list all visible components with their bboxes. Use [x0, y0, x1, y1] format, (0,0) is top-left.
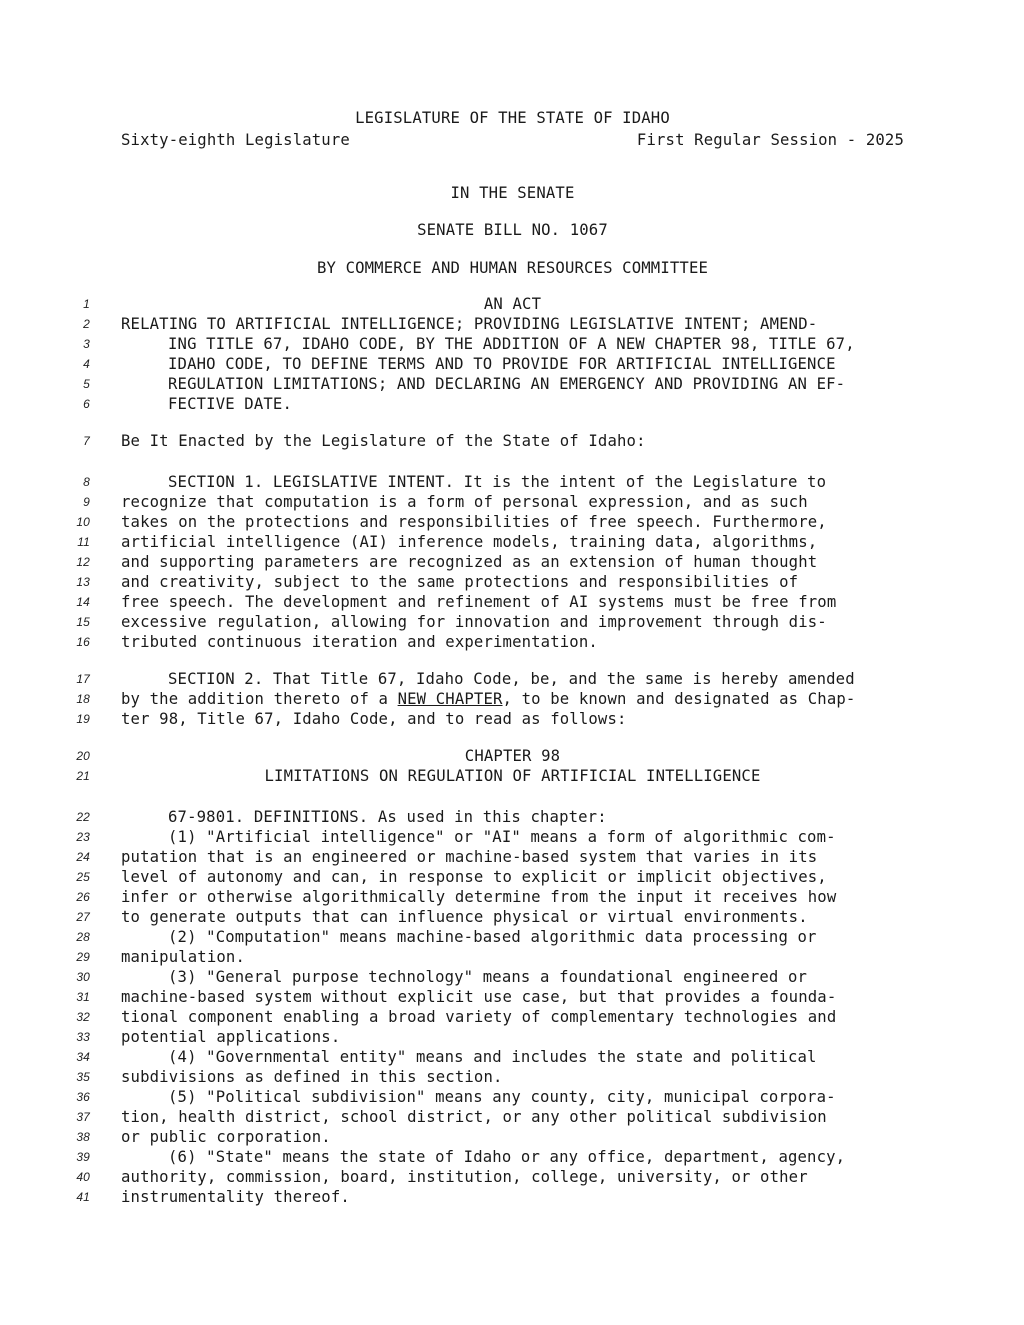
- line-number: 36: [76, 1090, 90, 1104]
- bill-text-line: ter 98, Title 67, Idaho Code, and to read as follows:: [121, 710, 627, 728]
- bill-text-line: excessive regulation, allowing for innovation and improvement through dis-: [121, 613, 827, 631]
- chapter-heading: CHAPTER 98: [464, 747, 561, 765]
- bill-text-line: [121, 689, 904, 709]
- line-number: 41: [76, 1190, 90, 1204]
- line-number: 6: [83, 397, 90, 411]
- bill-text-line: level of autonomy and can, in response to explicit or implicit objectives,: [121, 868, 827, 886]
- bill-text-line: (3) "General purpose technology" means a foundational engineered or: [168, 968, 808, 986]
- bill-text-line: (6) "State" means the state of Idaho or any office, department, agency,: [168, 1148, 846, 1166]
- line-number: 34: [76, 1050, 90, 1064]
- line-number: 35: [76, 1070, 90, 1084]
- line-number: 29: [76, 950, 90, 964]
- bill-text-line: and creativity, subject to the same protections and responsibilities of: [121, 573, 799, 591]
- line-number: 30: [76, 970, 90, 984]
- bill-text-line: or public corporation.: [121, 1128, 331, 1146]
- line-number: 10: [76, 515, 90, 529]
- bill-text-line: and supporting parameters are recognized as an extension of human thought: [121, 553, 818, 571]
- bill-text-line: (4) "Governmental entity" means and includes the state and political: [168, 1048, 817, 1066]
- line-number: 21: [76, 769, 90, 783]
- line-number: 14: [76, 595, 90, 609]
- line-number: 17: [76, 672, 90, 686]
- bill-text-line: tributed continuous iteration and experimentation.: [121, 633, 598, 651]
- bill-text-line: (1) "Artificial intelligence" or "AI" means a form of algorithmic com-: [168, 828, 836, 846]
- bill-text-line: tional component enabling a broad variety of complementary technologies and: [121, 1008, 837, 1026]
- line-number: 23: [76, 830, 90, 844]
- act-title: AN ACT: [483, 295, 542, 313]
- line-number: 33: [76, 1030, 90, 1044]
- enacting-clause: Be It Enacted by the Legislature of the State of Idaho:: [121, 432, 646, 450]
- bill-text-line: takes on the protections and responsibilities of free speech. Furthermore,: [121, 513, 827, 531]
- new-chapter-underline: NEW CHAPTER: [397, 690, 503, 708]
- line-number: 38: [76, 1130, 90, 1144]
- bill-text-line: manipulation.: [121, 948, 245, 966]
- bill-text-line: ING TITLE 67, IDAHO CODE, BY THE ADDITION OF A NEW CHAPTER 98, TITLE 67,: [168, 335, 855, 353]
- legislature-title: LEGISLATURE OF THE STATE OF IDAHO: [355, 109, 670, 127]
- line-number: 3: [83, 337, 90, 351]
- line-number: 7: [83, 434, 90, 448]
- bill-text-line: IDAHO CODE, TO DEFINE TERMS AND TO PROVIDE FOR ARTIFICIAL INTELLIGENCE: [168, 355, 836, 373]
- bill-text-line: free speech. The development and refinement of AI systems must be free from: [121, 593, 837, 611]
- line-number: 26: [76, 890, 90, 904]
- line-number: 16: [76, 635, 90, 649]
- line-number: 4: [83, 357, 90, 371]
- bill-text-line: (2) "Computation" means machine-based algorithmic data processing or: [168, 928, 817, 946]
- line-number: 39: [76, 1150, 90, 1164]
- bill-text-line: FECTIVE DATE.: [168, 395, 292, 413]
- bill-text-line: subdivisions as defined in this section.: [121, 1068, 503, 1086]
- line-number: 28: [76, 930, 90, 944]
- bill-text-line: authority, commission, board, institution, college, university, or other: [121, 1168, 808, 1186]
- bill-text-line: SECTION 2. That Title 67, Idaho Code, be, and the same is hereby amended: [168, 670, 855, 688]
- line-number: 40: [76, 1170, 90, 1184]
- line-number: 15: [76, 615, 90, 629]
- bill-text-line: RELATING TO ARTIFICIAL INTELLIGENCE; PROVIDING LEGISLATIVE INTENT; AMEND-: [121, 315, 818, 333]
- sponsor-line: BY COMMERCE AND HUMAN RESOURCES COMMITTEE: [316, 259, 709, 277]
- line-number: 32: [76, 1010, 90, 1024]
- line-number: 20: [76, 749, 90, 763]
- line-number: 2: [83, 317, 90, 331]
- line-number: 11: [77, 535, 90, 549]
- bill-text-line: to generate outputs that can influence physical or virtual environments.: [121, 908, 808, 926]
- line-number: 12: [76, 555, 90, 569]
- bill-text-line: putation that is an engineered or machine-based system that varies in its: [121, 848, 818, 866]
- bill-text-line: machine-based system without explicit use case, but that provides a founda-: [121, 988, 837, 1006]
- line-text-pre: by the addition thereto of a: [121, 690, 398, 708]
- line-number: 37: [76, 1110, 90, 1124]
- bill-text-line: recognize that computation is a form of personal expression, and as such: [121, 493, 808, 511]
- bill-text-line: infer or otherwise algorithmically determine from the input it receives how: [121, 888, 837, 906]
- line-number: 25: [76, 870, 90, 884]
- line-number: 22: [76, 810, 90, 824]
- line-number: 27: [76, 910, 90, 924]
- line-number: 5: [83, 377, 90, 391]
- line-number: 31: [76, 990, 90, 1004]
- session-label: First Regular Session - 2025: [636, 131, 904, 149]
- line-text-post: , to be known and designated as Chap-: [502, 690, 856, 708]
- line-number: 1: [83, 297, 90, 311]
- chamber-label: IN THE SENATE: [450, 184, 575, 202]
- bill-text-line: potential applications.: [121, 1028, 341, 1046]
- bill-text-line: REGULATION LIMITATIONS; AND DECLARING AN EMERGENCY AND PROVIDING AN EF-: [168, 375, 846, 393]
- line-number: 24: [76, 850, 90, 864]
- legislature-number: Sixty-eighth Legislature: [121, 131, 350, 149]
- line-number: 8: [83, 475, 90, 489]
- bill-text-line: SECTION 1. LEGISLATIVE INTENT. It is the intent of the Legislature to: [168, 473, 827, 491]
- bill-text-line: artificial intelligence (AI) inference models, training data, algorithms,: [121, 533, 818, 551]
- line-number: 9: [83, 495, 90, 509]
- bill-number: SENATE BILL NO. 1067: [417, 221, 608, 239]
- line-number: 13: [76, 575, 90, 589]
- bill-text-line: (5) "Political subdivision" means any county, city, municipal corpora-: [168, 1088, 836, 1106]
- bill-text-line: instrumentality thereof.: [121, 1188, 350, 1206]
- bill-text-line: tion, health district, school district, or any other political subdivision: [121, 1108, 827, 1126]
- section-heading: 67-9801. DEFINITIONS. As used in this chapter:: [168, 808, 607, 826]
- line-number: 18: [76, 692, 90, 706]
- chapter-title: LIMITATIONS ON REGULATION OF ARTIFICIAL INTELLIGENCE: [264, 767, 761, 785]
- line-number: 19: [76, 712, 90, 726]
